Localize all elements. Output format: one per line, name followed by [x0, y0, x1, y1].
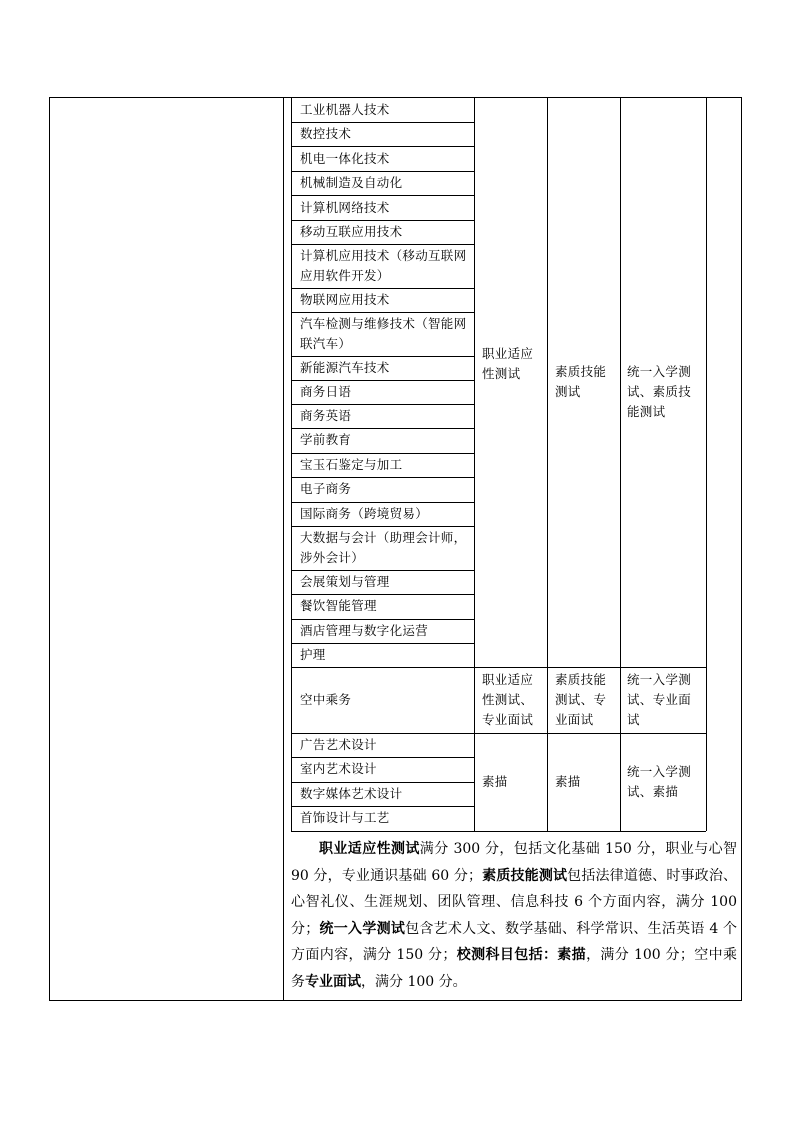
row-line [291, 502, 474, 503]
col-divider-major-left [291, 97, 292, 831]
row-line [291, 477, 474, 478]
note-text: ，满分 100 分；空中乘务 [291, 947, 738, 990]
major-name: 计算机应用技术（移动互联网应用软件开发） [300, 248, 467, 283]
col-divider-left [283, 97, 284, 1001]
row-line [291, 312, 474, 313]
row-line [291, 806, 474, 807]
major-name: 新能源汽车技术 [300, 360, 390, 375]
group3-exam: 素描 [482, 774, 508, 789]
row-line [291, 195, 474, 196]
group3-unified: 统一入学测试、素描 [627, 764, 692, 799]
major-name: 电子商务 [300, 481, 352, 496]
row-line [291, 288, 474, 289]
group2-skill: 素质技能测试、专业面试 [555, 672, 607, 727]
group1-skill: 素质技能测试 [555, 364, 607, 399]
row-line [291, 122, 474, 123]
group1-unified: 统一入学测试、素质技能测试 [627, 364, 692, 419]
note-text: ，满分 100 分。 [361, 973, 467, 990]
major-name: 护理 [300, 647, 326, 662]
group2-unified: 统一入学测试、专业面试 [627, 672, 692, 727]
row-line [291, 146, 474, 147]
group-line [291, 733, 706, 734]
major-name: 物联网应用技术 [300, 292, 390, 307]
note-bold: 职业适应性测试 [319, 841, 420, 857]
note-text: 包括法律道德、时事政治、心智礼仪、生涯规划、团队管理、信息科技 6 个方面内容，满分 100 分； [291, 867, 738, 937]
major-name: 首饰设计与工艺 [300, 810, 390, 825]
note-bold: 素质技能测试 [482, 867, 568, 884]
major-name: 宝玉石鉴定与加工 [300, 457, 403, 472]
row-line [291, 643, 474, 644]
row-line [291, 404, 474, 405]
row-line [291, 356, 474, 357]
row-line [291, 757, 474, 758]
major-name: 商务英语 [300, 408, 352, 423]
note-bold: 统一入学测试 [319, 920, 406, 937]
row-line [291, 570, 474, 571]
row-line [291, 171, 474, 172]
group3-skill: 素描 [555, 774, 581, 789]
major-name: 工业机器人技术 [300, 102, 390, 117]
scoring-note [291, 836, 737, 995]
major-name: 汽车检测与维修技术（智能网联汽车） [300, 316, 467, 351]
col-divider-unified-right [706, 97, 707, 831]
major-name: 国际商务（跨境贸易） [300, 506, 429, 521]
major-name: 数控技术 [300, 126, 352, 141]
col-divider-exam-right [547, 97, 548, 831]
row-line [291, 782, 474, 783]
major-name: 广告艺术设计 [300, 737, 377, 752]
major-name: 学前教育 [300, 432, 352, 447]
note-text: 满分 300 分，包括文化基础 150 分，职业与心智 90 分，专业通识基础 60 分； [291, 841, 738, 884]
major-name: 室内艺术设计 [300, 761, 377, 776]
row-line [291, 453, 474, 454]
major-name: 数字媒体艺术设计 [300, 786, 403, 801]
major-name: 酒店管理与数字化运营 [300, 623, 429, 638]
group-line [291, 667, 706, 668]
major-name: 商务日语 [300, 384, 352, 399]
row-line [291, 526, 474, 527]
major-name: 大数据与会计（助理会计师，涉外会计） [300, 530, 467, 565]
major-name: 计算机网络技术 [300, 200, 390, 215]
row-line [291, 428, 474, 429]
row-line [291, 380, 474, 381]
major-name: 机电一体化技术 [300, 151, 390, 166]
note-bold: 校测科目包括：素描 [456, 947, 587, 963]
row-line [291, 594, 474, 595]
table-bottom-line [291, 831, 706, 832]
major-name: 餐饮智能管理 [300, 598, 377, 613]
major-name: 机械制造及自动化 [300, 175, 403, 190]
major-name: 会展策划与管理 [300, 574, 390, 589]
note-text: 包含艺术人文、数学基础、科学常识、生活英语 4 个方面内容，满分 150 分； [291, 920, 738, 963]
major-name: 空中乘务 [300, 692, 352, 707]
group2-exam: 职业适应性测试、专业面试 [482, 672, 534, 727]
row-line [291, 244, 474, 245]
row-line [291, 220, 474, 221]
row-line [291, 619, 474, 620]
col-divider-skill-right [620, 97, 621, 831]
note-bold: 专业面试 [305, 973, 361, 990]
major-name: 移动互联应用技术 [300, 224, 403, 239]
col-divider-major-right [474, 97, 475, 831]
group1-exam: 职业适应性测试 [482, 346, 534, 381]
